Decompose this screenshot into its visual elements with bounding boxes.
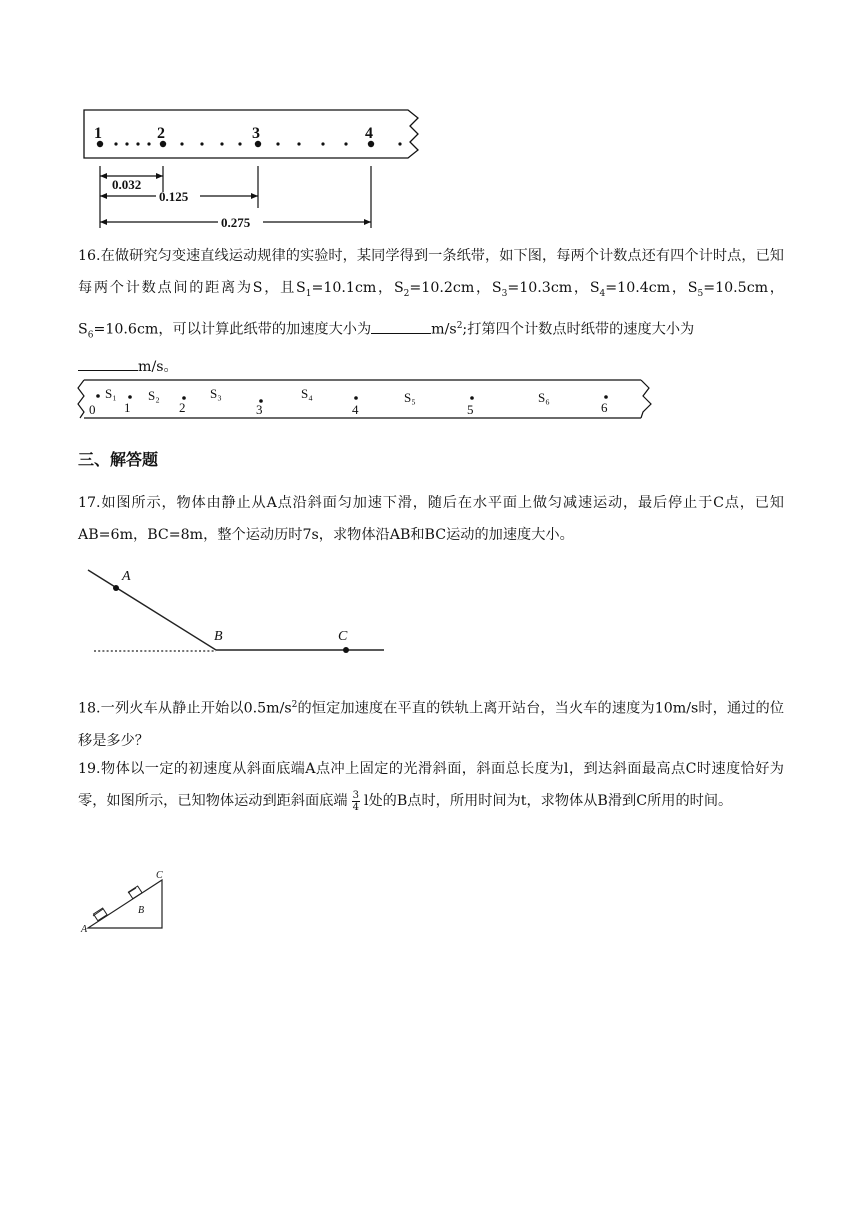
- answer-blank-acceleration[interactable]: [371, 319, 431, 334]
- point-label-c: C: [338, 629, 348, 644]
- question-16: 16.在做研究匀变速直线运动规律的实验时，某同学得到一条纸带，如下图，每两个计数点还有四个计时点，已知每两个计数点间的距离为S，且$S_1=10.1cm$，$S_2=10.2cm$，$S_3=10.3cm$，$S_4=10.4cm$，$S_5=10.5cm$，$S_6=10.6cm$，可以计算此纸带的加速度大小为 $m/s^2$;打第四个计数点时纸带的速度大小为 m/s。: [78, 248, 784, 376]
- tape2-point-6: 6: [601, 400, 608, 415]
- tape2-seg-s2: S₂: [148, 388, 160, 403]
- tape-figure-2: [76, 376, 656, 428]
- tape1-point-4: 4: [365, 125, 373, 142]
- question-19: 19.物体以一定的初速度从斜面底端A点冲上固定的光滑斜面，斜面总长度为l，到达斜面最高点C时速度恰好为零，如图所示，已知物体运动到距斜面底端 $\frac{3}{4}$ l处的B点时，所用时间为t，求物体从B滑到C所用的时间。: [78, 761, 784, 813]
- question-18: 18.一列火车从静止开始以$0.5m/s^2$的恒定加速度在平直的铁轨上离开站台，当火车的速度为10m/s时，通过的位移是多少？: [78, 700, 785, 749]
- tape1-point-2: 2: [157, 125, 165, 142]
- tape2-seg-s5: S₅: [404, 390, 416, 405]
- tape1-dim-0032: 0.032: [112, 177, 142, 192]
- question-17: [78, 487, 784, 551]
- point-label-b: B: [138, 905, 145, 916]
- incline-figure-q19: [80, 866, 180, 936]
- q16-number: 16.: [78, 248, 101, 264]
- q17-text: 如图所示，物体由静止从A点沿斜面匀加速下滑，随后在水平面上做匀减速运动，最后停止于C点，已知AB=6m，BC=8m，整个运动历时7s，求物体沿AB和BC运动的加速度大小。: [78, 495, 784, 543]
- fraction-three-quarters: $\frac{3}{4}$: [352, 789, 359, 813]
- tape2-seg-s6: S₆: [538, 390, 550, 405]
- tape2-point-5: 5: [467, 402, 474, 417]
- tape2-point-2: 2: [179, 400, 186, 415]
- tape2-point-1: 1: [124, 400, 131, 415]
- incline-figure-q17: [84, 560, 394, 664]
- q19-number: 19.: [78, 761, 101, 777]
- tape1-dim-0275: 0.275: [221, 215, 251, 230]
- tape2-point-3: 3: [256, 402, 263, 417]
- point-label-b: B: [214, 629, 223, 644]
- tape2-seg-s4: S₄: [301, 386, 313, 401]
- tape2-seg-s3: S₃: [210, 386, 222, 401]
- tape2-point-4: 4: [352, 402, 359, 417]
- tape2-point-0: 0: [89, 402, 96, 417]
- tape2-outline: [78, 380, 651, 418]
- q18-number: 18.: [78, 700, 101, 717]
- q17-number: 17.: [78, 495, 101, 511]
- section-heading: 三、解答题: [78, 450, 159, 469]
- tape1-point-3: 3: [252, 125, 260, 142]
- tape-dots: [97, 141, 402, 147]
- point-label-a: A: [81, 924, 88, 935]
- point-label-c: C: [156, 870, 163, 881]
- tape-figure-1: [78, 100, 423, 235]
- point-label-a: A: [122, 569, 131, 584]
- q16-text-a: 在做研究匀变速直线运动规律的实验时，某同学得到一条纸带，如下图，每两个计数点还有四个计时点，已知每两个计数点间的距离为S，且S: [78, 248, 784, 296]
- tape2-seg-s1: S₁: [105, 386, 117, 401]
- tape1-point-1: 1: [94, 125, 102, 142]
- answer-blank-velocity[interactable]: [78, 356, 138, 371]
- tape1-dim-0125: 0.125: [159, 189, 189, 204]
